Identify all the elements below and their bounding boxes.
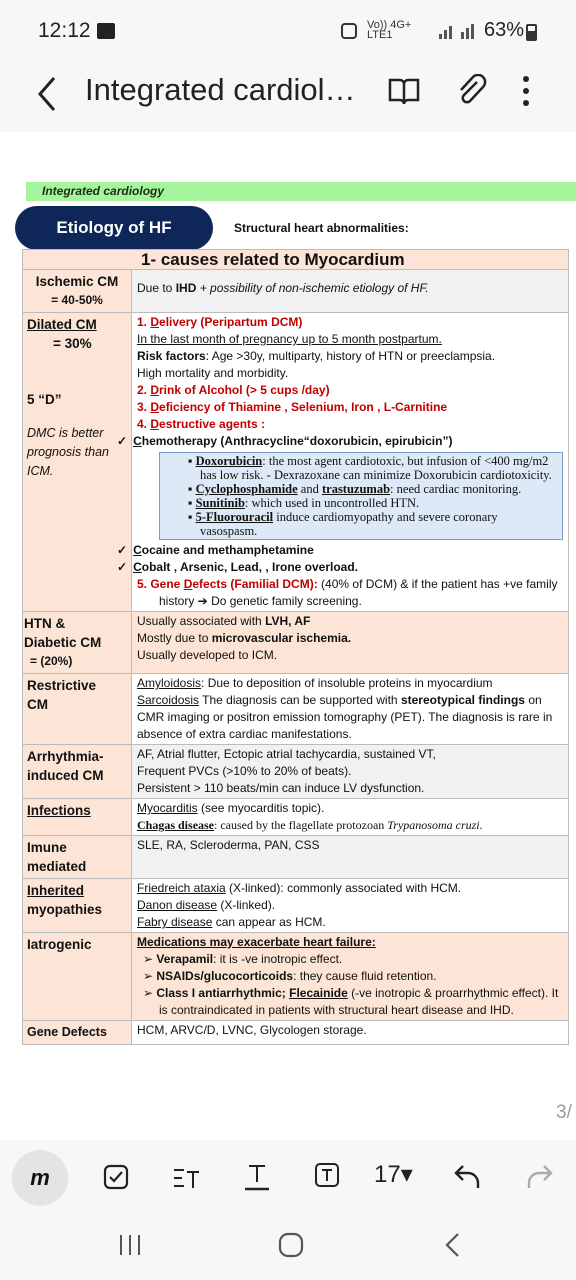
table-row [23, 933, 569, 1021]
row-content: SLE, RA, Scleroderma, PAN, CSS [132, 836, 569, 879]
row-label: HTN & Diabetic CM = (20%) [23, 612, 132, 674]
header-title: Integrated cardiology [42, 184, 165, 198]
table-row [23, 836, 569, 879]
home-icon[interactable] [278, 1232, 304, 1258]
table-row [23, 1021, 569, 1045]
row-label: Imune mediated [23, 836, 132, 879]
row-content: Medications may exacerbate heart failure: ➢ Verapamil: it is -ve inotropic effect. ➢ NSAIDs/glucocorticoids: they cause fluid retention. ➢ Class I antiarrhythmic; Flecainide (-ve inotropic & proarrhythmic effect). It is contraindicated in patients with structural heart disease and IHD. [132, 933, 569, 1021]
structural-label: Structural heart abnormalities: [234, 221, 409, 235]
gallery-notification-icon [97, 23, 115, 39]
undo-icon[interactable] [453, 1162, 483, 1190]
document-page [0, 132, 576, 1140]
table-row [23, 612, 569, 674]
section-title-row [23, 250, 569, 270]
back-arrow-icon[interactable] [36, 76, 58, 112]
checkbox-icon[interactable] [103, 1164, 129, 1190]
status-bar [0, 0, 576, 60]
text-box-icon[interactable] [314, 1162, 340, 1188]
text-style-icon[interactable] [172, 1164, 200, 1190]
row-label: Ischemic CM = 40-50% [23, 270, 132, 313]
battery-percent: 63% [484, 19, 525, 41]
table-row [23, 879, 569, 933]
battery-icon [526, 24, 537, 41]
clock: 12:12 [38, 19, 91, 42]
recent-apps-icon[interactable] [118, 1233, 142, 1257]
row-content: AF, Atrial flutter, Ectopic atrial tachycardia, sustained VT, Frequent PVCs (>10% to 20% of beats). Persistent > 110 beats/min can induce LV dysfunction. [132, 745, 569, 799]
pen-tool-button[interactable] [12, 1150, 68, 1206]
row-label: Iatrogenic [23, 933, 132, 1021]
section-title: 1- causes related to Myocardium [23, 250, 569, 270]
table-row [23, 313, 569, 612]
alarm-icon [340, 22, 358, 40]
system-nav-bar [0, 1208, 576, 1280]
row-content: Usually associated with LVH, AF Mostly due to microvascular ischemia. Usually developed to ICM. [132, 612, 569, 674]
row-label: Infections [23, 799, 132, 836]
network-signal-text: Vo)) 4G+ LTE1 [367, 19, 412, 41]
table-row [23, 674, 569, 745]
chemo-box: ▪ Doxorubicin: the most agent cardiotoxic, but infusion of <400 mg/m2 has low risk. - Dexrazoxane can minimize Doxorubicin cardiotoxicity. ▪ Cyclophosphamide and trastuzumab: need cardiac monitoring. ▪ Sunitinib: which used in uncontrolled HTN. ▪ 5-Fluorouracil induce cardiomyopathy and severe coronary vasospasm. [159, 452, 563, 540]
table-row [23, 270, 569, 313]
app-bar [0, 60, 576, 132]
attach-clip-icon[interactable] [455, 74, 487, 108]
nav-back-icon[interactable] [443, 1232, 461, 1258]
table-row [23, 799, 569, 836]
row-label: Gene Defects [23, 1021, 132, 1045]
reading-mode-icon[interactable] [387, 76, 421, 106]
row-content: 1. Delivery (Peripartum DCM) In the last month of pregnancy up to 5 month postpartum. Risk factors: Age >30y, multiparty, history of HTN or preeclampsia. High mortality and morbidity. 2. Drink of Alcohol (> 5 cups /day) 3. Deficiency of Thiamine , Selenium, Iron , L-Carnitine 4. Destructive agents : ✓ Chemotherapy (Anthracycline“doxorubicin, epirubicin”) ▪ Doxorubicin: the most agent cardiotoxic, but infusion of <400 mg/m2 has low risk. - Dexrazoxane can minimize Doxorubicin cardiotoxicity. ▪ Cyclophosphamide and trastuzumab: need cardiac monitoring. ▪ Sunitinib: which used in uncontrolled HTN. ▪ 5-Fluorouracil induce cardiomyopathy and severe coronary vasospasm. ✓ Cocaine and methamphetamine ✓ Cobalt , Arsenic, Lead, , Irone overload. 5. Gene Defects (Familial DCM): (40% of DCM) & if the patient has +ve family history ➔ Do genetic family screening. [132, 313, 569, 612]
row-content: Friedreich ataxia (X-linked): commonly associated with HCM. Danon disease (X-linked). Fabry disease can appear as HCM. [132, 879, 569, 933]
font-size-selector[interactable]: 17▾ [374, 1161, 413, 1188]
table-row [23, 745, 569, 799]
document-title: Integrated cardiol… [85, 72, 356, 107]
row-content: Due to IHD + possibility of non-ischemic etiology of HF. [132, 270, 569, 313]
more-options-icon[interactable] [520, 74, 532, 108]
row-content: HCM, ARVC/D, LVNC, Glycologen storage. [132, 1021, 569, 1045]
row-label: Arrhythmia- induced CM [23, 745, 132, 799]
row-content: Amyloidosis: Due to deposition of insoluble proteins in myocardium Sarcoidosis The diagnosis can be supported with stereotypical findings on CMR imaging or positron emission tomography (PET). The diagnosis is rare in absence of extra cardiac manifestations. [132, 674, 569, 745]
row-content: Myocarditis (see myocarditis topic). Chagas disease: caused by the flagellate protozoan Trypanosoma cruzi. [132, 799, 569, 836]
edit-toolbar [0, 1140, 576, 1208]
row-label: Dilated CM = 30% 5 “D” DMC is better prognosis than ICM. [23, 313, 132, 612]
pen-icon: m [30, 1165, 50, 1190]
header-bar [26, 182, 576, 201]
row-label: Inherited myopathies [23, 879, 132, 933]
signal-strength-icon [437, 22, 479, 40]
page-indicator: 3/ [556, 1102, 572, 1123]
section-pill: Etiology of HF [15, 206, 213, 250]
redo-icon[interactable] [524, 1162, 554, 1190]
etiology-table [22, 249, 569, 1045]
text-format-icon[interactable] [243, 1162, 271, 1192]
row-label: Restrictive CM [23, 674, 132, 745]
